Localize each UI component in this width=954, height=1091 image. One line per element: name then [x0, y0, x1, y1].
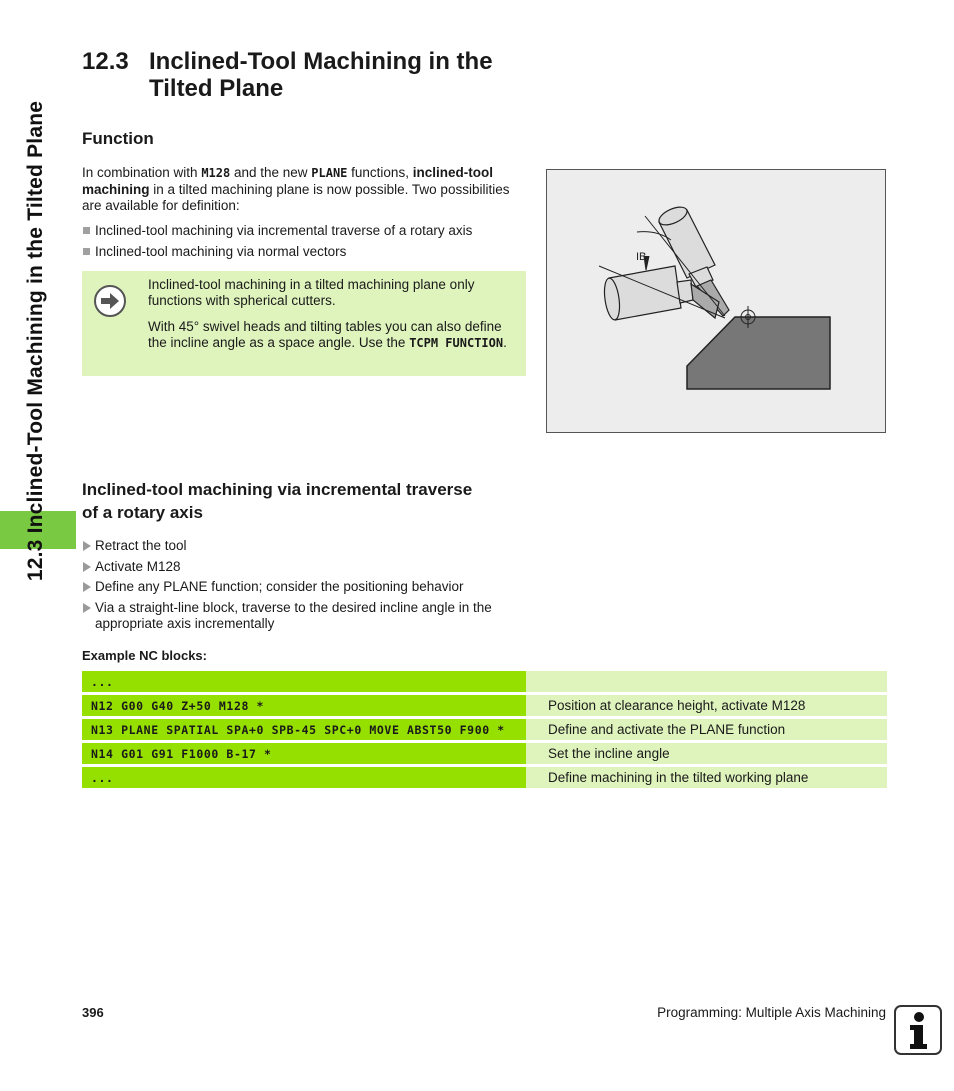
procedure-steps-list [82, 538, 526, 637]
nc-desc-cell: Position at clearance height, activate M128 [526, 695, 887, 716]
nc-desc-cell [526, 671, 887, 692]
figure-label-ib: IB [636, 251, 647, 263]
function-intro: In combination with M128 and the new PLANE functions, inclined-tool machining in a tilted machining plane is now possible. Two possibilities are available for definition: [82, 165, 510, 213]
page-number: 396 [82, 1005, 104, 1020]
nc-code-cell: N12 G00 G40 Z+50 M128 * [82, 695, 526, 716]
function-heading: Function [82, 129, 154, 148]
note-box [82, 271, 526, 376]
chapter-title [82, 48, 493, 102]
list-item: Define any PLANE function; consider the positioning behavior [82, 579, 526, 596]
arrow-right-icon [94, 285, 126, 317]
list-item: Via a straight-line block, traverse to the desired incline angle in the appropriate axis incrementally [82, 600, 526, 633]
list-item: Retract the tool [82, 538, 526, 555]
nc-desc-cell: Set the incline angle [526, 743, 887, 764]
footer-chapter-title: Programming: Multiple Axis Machining [657, 1005, 886, 1020]
chapter-title-line2: Tilted Plane [149, 75, 284, 102]
nc-code-cell: N14 G01 G91 F1000 B-17 * [82, 743, 526, 764]
nc-code-cell: ... [82, 671, 526, 692]
chapter-number: 12.3 [82, 48, 129, 75]
side-title-text: 12.3 Inclined-Tool Machining in the Tilted Plane [24, 100, 47, 582]
chapter-title-line1: Inclined-Tool Machining in the [149, 48, 493, 75]
example-heading: Example NC blocks: [82, 648, 207, 663]
table-row [82, 767, 887, 788]
nc-desc-cell: Define machining in the tilted working plane [526, 767, 887, 788]
list-item: Inclined-tool machining via incremental traverse of a rotary axis [82, 223, 526, 240]
code-plane: PLANE [311, 166, 348, 180]
nc-blocks-table [82, 668, 887, 791]
list-item: Activate M128 [82, 559, 526, 576]
note-text-2: With 45° swivel heads and tilting tables you can also define the incline angle as a space angle. Use the TCPM FUNCTION. [148, 319, 507, 350]
note-text-1: Inclined-tool machining in a tilted machining plane only functions with spherical cutters. [148, 277, 475, 308]
info-icon [894, 1005, 942, 1055]
list-item: Inclined-tool machining via normal vectors [82, 244, 526, 261]
nc-code-cell: ... [82, 767, 526, 788]
side-title [14, 46, 58, 636]
nc-desc-cell: Define and activate the PLANE function [526, 719, 887, 740]
nc-code-cell: N13 PLANE SPATIAL SPA+0 SPB-45 SPC+0 MOVE ABST50 F900 * [82, 719, 526, 740]
table-row [82, 743, 887, 764]
code-tcpm-function: TCPM FUNCTION [409, 336, 504, 350]
table-row [82, 671, 887, 692]
table-row [82, 695, 887, 716]
incremental-traverse-heading: Inclined-tool machining via incremental traverse of a rotary axis [82, 480, 473, 522]
code-m128: M128 [201, 166, 231, 180]
definition-options-list [82, 223, 526, 264]
table-row [82, 719, 887, 740]
inclined-tool-figure [546, 169, 886, 433]
